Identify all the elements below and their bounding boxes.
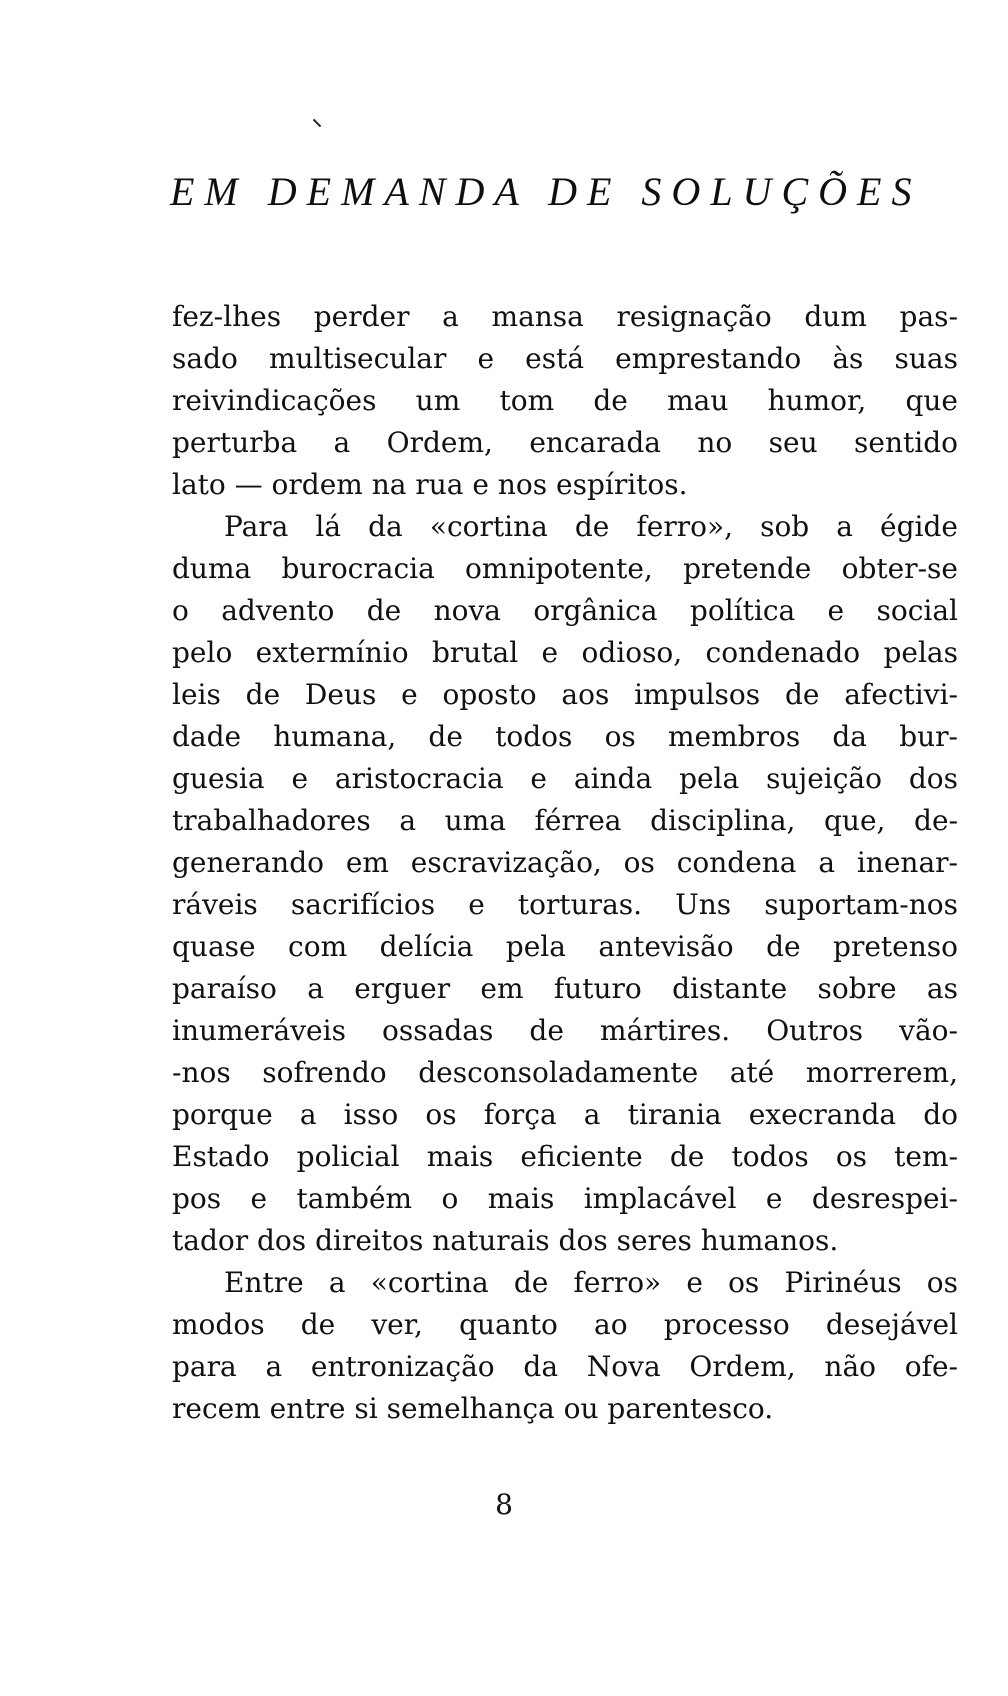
text-line: duma burocracia omnipotente, pretende obter-se (172, 552, 958, 585)
stray-ink-mark (313, 119, 321, 127)
text-line: pos e também o mais implacável e desrespei- (172, 1182, 958, 1215)
text-line: guesia e aristocracia e ainda pela sujeição dos (172, 762, 958, 795)
text-line: modos de ver, quanto ao processo desejável (172, 1308, 958, 1341)
text-line: lato — ordem na rua e nos espíritos. (172, 468, 688, 501)
paragraph (172, 1262, 958, 1430)
text-line: ráveis sacrifícios e torturas. Uns suportam-nos (172, 888, 958, 921)
paragraph (172, 296, 958, 506)
text-line: perturba a Ordem, encarada no seu sentido (172, 426, 958, 459)
paragraph (172, 506, 958, 1262)
text-line: o advento de nova orgânica política e social (172, 594, 958, 627)
text-line: fez-lhes perder a mansa resignação dum pas- (172, 300, 958, 333)
text-line: leis de Deus e oposto aos impulsos de afectivi- (172, 678, 958, 711)
text-line: inumeráveis ossadas de mártires. Outros vão- (172, 1014, 958, 1047)
text-line: paraíso a erguer em futuro distante sobre as (172, 972, 958, 1005)
text-line: tador dos direitos naturais dos seres humanos. (172, 1224, 839, 1257)
text-line: dade humana, de todos os membros da bur- (172, 720, 958, 753)
text-line: trabalhadores a uma férrea disciplina, que, de- (172, 804, 958, 837)
text-line: generando em escravização, os condena a inenar- (172, 846, 958, 879)
text-line: porque a isso os força a tirania execranda do (172, 1098, 958, 1131)
text-line: reivindicações um tom de mau humor, que (172, 384, 958, 417)
body-text (172, 296, 958, 1430)
text-line: pelo extermínio brutal e odioso, condenado pelas (172, 636, 958, 669)
text-line: sado multisecular e está emprestando às suas (172, 342, 958, 375)
text-line: Para lá da «cortina de ferro», sob a égide (224, 510, 958, 543)
text-line: para a entronização da Nova Ordem, não ofe- (172, 1350, 958, 1383)
text-line: recem entre si semelhança ou parentesco. (172, 1392, 774, 1425)
text-line: Estado policial mais eficiente de todos os tem- (172, 1140, 958, 1173)
text-line: -nos sofrendo desconsoladamente até morrerem, (172, 1056, 958, 1089)
text-line: quase com delícia pela antevisão de pretenso (172, 930, 958, 963)
running-head: EM DEMANDA DE SOLUÇÕES (170, 169, 922, 214)
page-number: 8 (495, 1488, 513, 1521)
text-line: Entre a «cortina de ferro» e os Pirinéus os (224, 1266, 958, 1299)
